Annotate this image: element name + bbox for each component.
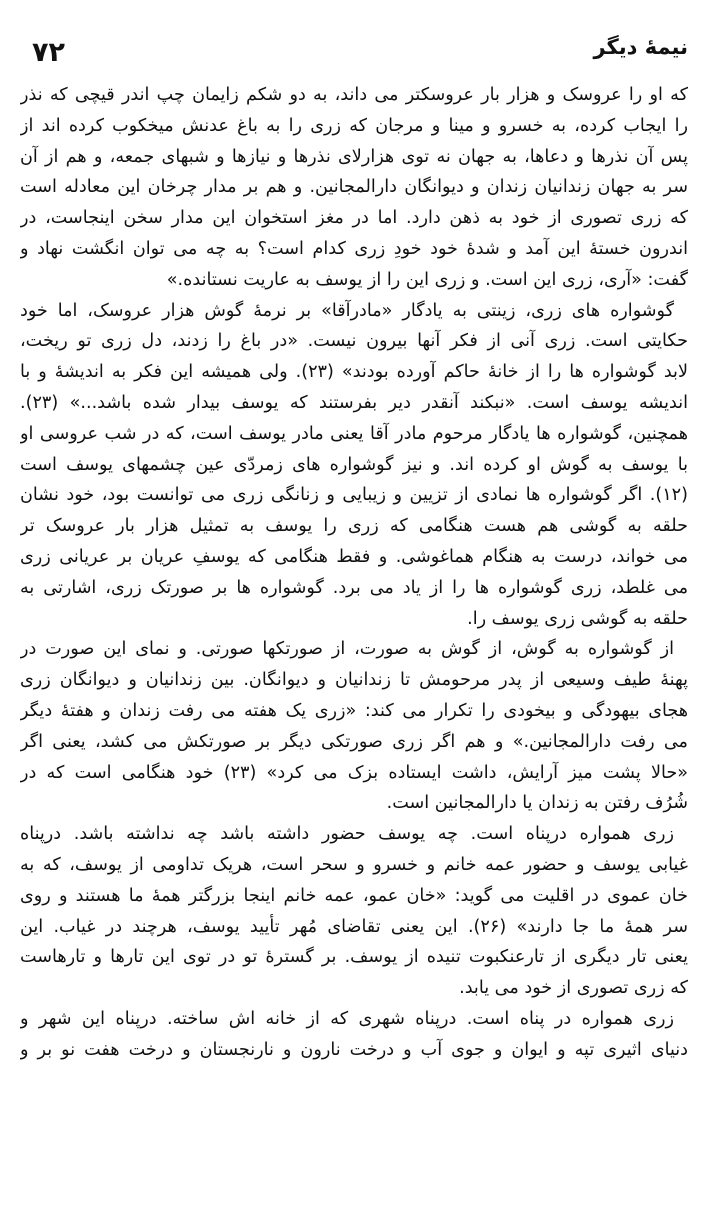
text-line: اندیشه یوسف است. «نبکند آنقدر دیر بفرستند که یوسف بیدار شده باشد...» (۲۳).	[20, 392, 688, 413]
paragraph	[20, 634, 688, 819]
text-line: گوشواره های زری، زینتی به یادگار «مادرآقا» بر نرمهٔ گوش هزار عروسک، اما خود	[20, 300, 674, 321]
text-line: (۱۲). اگر گوشواره ها نمادی از تزیین و زیبایی و زنانگی زری می توانست بود، خود نشان	[20, 485, 688, 506]
text-line: پهنهٔ طیف وسیعی از پدر مرحومش تا زندانیان و دیوانگان. بین زندانیان و دیوانگان زری	[20, 670, 688, 691]
text-line: با یوسف به گوش او کرده اند. و نیز گوشواره های زمردّی عین چشمهای یوسف است	[20, 454, 688, 475]
page-header	[32, 32, 688, 76]
body-text	[20, 80, 688, 1066]
text-line: «حالا پشت میز آرایش، داشت ایستاده بزک می کرد» (۲۳) خود هنگامی است که در	[20, 762, 688, 783]
text-line: را ایجاب کرده، به خسرو و مینا و مرجان که زری را به باغ عدنش میخکوب کرده اند از	[20, 115, 688, 136]
text-line: یعنی تار دیگری از تارعنکبوت تنیده از یوسف. بر گسترهٔ تو در توی این تارها و تارهاست	[20, 947, 688, 968]
text-line: اندرون خستهٔ این آمد و شدهٔ خود خودِ زری کدام است؟ به چه می توان انگشت نهاد و	[20, 238, 688, 259]
running-title: نیمهٔ دیگر	[593, 35, 688, 59]
paragraph	[20, 819, 688, 1004]
text-line: شُرُف رفتن به زندان یا دارالمجانین است.	[386, 793, 688, 814]
text-line: از گوشواره به گوش، از گوش به صورت، از صورتکها صورتی. و نمای این صورت در	[20, 639, 674, 660]
text-line: می رفت دارالمجانین.» و هم اگر زری صورتکی دیگر بر صورتکش می کشد، یعنی اگر	[20, 731, 688, 752]
text-line: که او را عروسک و هزار بار عروسکتر می داند، به دو شکم زایمان چپ اندر قیچی که نذر	[20, 85, 688, 105]
text-line: دنیای اثیری تپه و ایوان و جوی آب و درخت نارون و نارنجستان و درخت هفت نو بر و	[20, 1039, 688, 1060]
text-line: سر همهٔ ما جا دارند» (۲۶). این یعنی تقاضای مُهر تأیید یوسف، هرچند در غیاب. این	[20, 916, 688, 937]
text-line: حلقه به گوشی هم هست هنگامی که زری را یوسف به تمثیل هزار بار عروسک تر	[20, 516, 688, 537]
text-line: زری همواره در پناه است. درپناه شهری که از خانه اش ساخته. درپناه این شهر و	[20, 1008, 674, 1029]
text-line: خان عموی در اقلیت می گوید: «خان عمو، عمه خانم اینجا بزرگتر همهٔ ما هستند و روی	[20, 885, 688, 906]
text-line: سر به جهان زندانیان زندان و دیوانگان دارالمجانین. و هم بر مدار چرخان این معادله است	[20, 177, 688, 198]
text-line: گفت: «آری، زری این است. و زری این را از یوسف به عاریت نستانده.»	[166, 269, 688, 290]
paragraph	[20, 80, 688, 296]
text-line: که زری تصوری از خود می یابد.	[459, 978, 688, 999]
text-line: می غلطد، زری گوشواره ها را از یاد می برد. گوشواره ها بر صورتک زری، اشارتی به	[20, 577, 688, 598]
paragraph	[20, 296, 688, 635]
text-line: پس آن نذرها و دعاها، به جهان نه توی هزارلای نذرها و نیازها و شبهای جمعه، و هم از آن	[20, 146, 688, 167]
paragraph	[20, 1004, 688, 1066]
text-line: حلقه به گوشی زری یوسف را.	[467, 608, 688, 629]
text-line: می خواند، درست به هنگام هماغوشی. و فقط هنگامی که یوسفِ عریان بر عریانی زری	[20, 546, 688, 567]
text-line: غیابی یوسف و حضور عمه خانم و خسرو و سحر است، هریک تداومی از یوسف، که به	[20, 854, 688, 875]
page-number: ۷۲	[32, 37, 65, 68]
text-line: هجای بیهودگی و بیخودی را تکرار می کند: «زری یک هفته می رفت زندان و هفتهٔ دیگر	[20, 700, 688, 721]
text-line: همچنین، گوشواره ها یادگار مرحوم مادر آقا یعنی مادر یوسف است، که در شب عروسی او	[20, 423, 688, 444]
text-line: که زری تصوری از خود به ذهن دارد. اما در مغز استخوان این مدار سخن اینجاست، در	[20, 208, 688, 229]
text-line: زری همواره درپناه است. چه یوسف حضور داشته باشد چه نداشته باشد. درپناه	[20, 824, 674, 845]
text-line: حکایتی است. زری آنی از فکر آنها بیرون نیست. «در باغ را زدند، دل زری تو ریخت،	[20, 331, 688, 352]
text-line: لابد گوشواره ها را از خانهٔ حاکم آورده بودند» (۲۳). ولی همیشه این فکر به اندیشهٔ و با	[20, 362, 688, 383]
